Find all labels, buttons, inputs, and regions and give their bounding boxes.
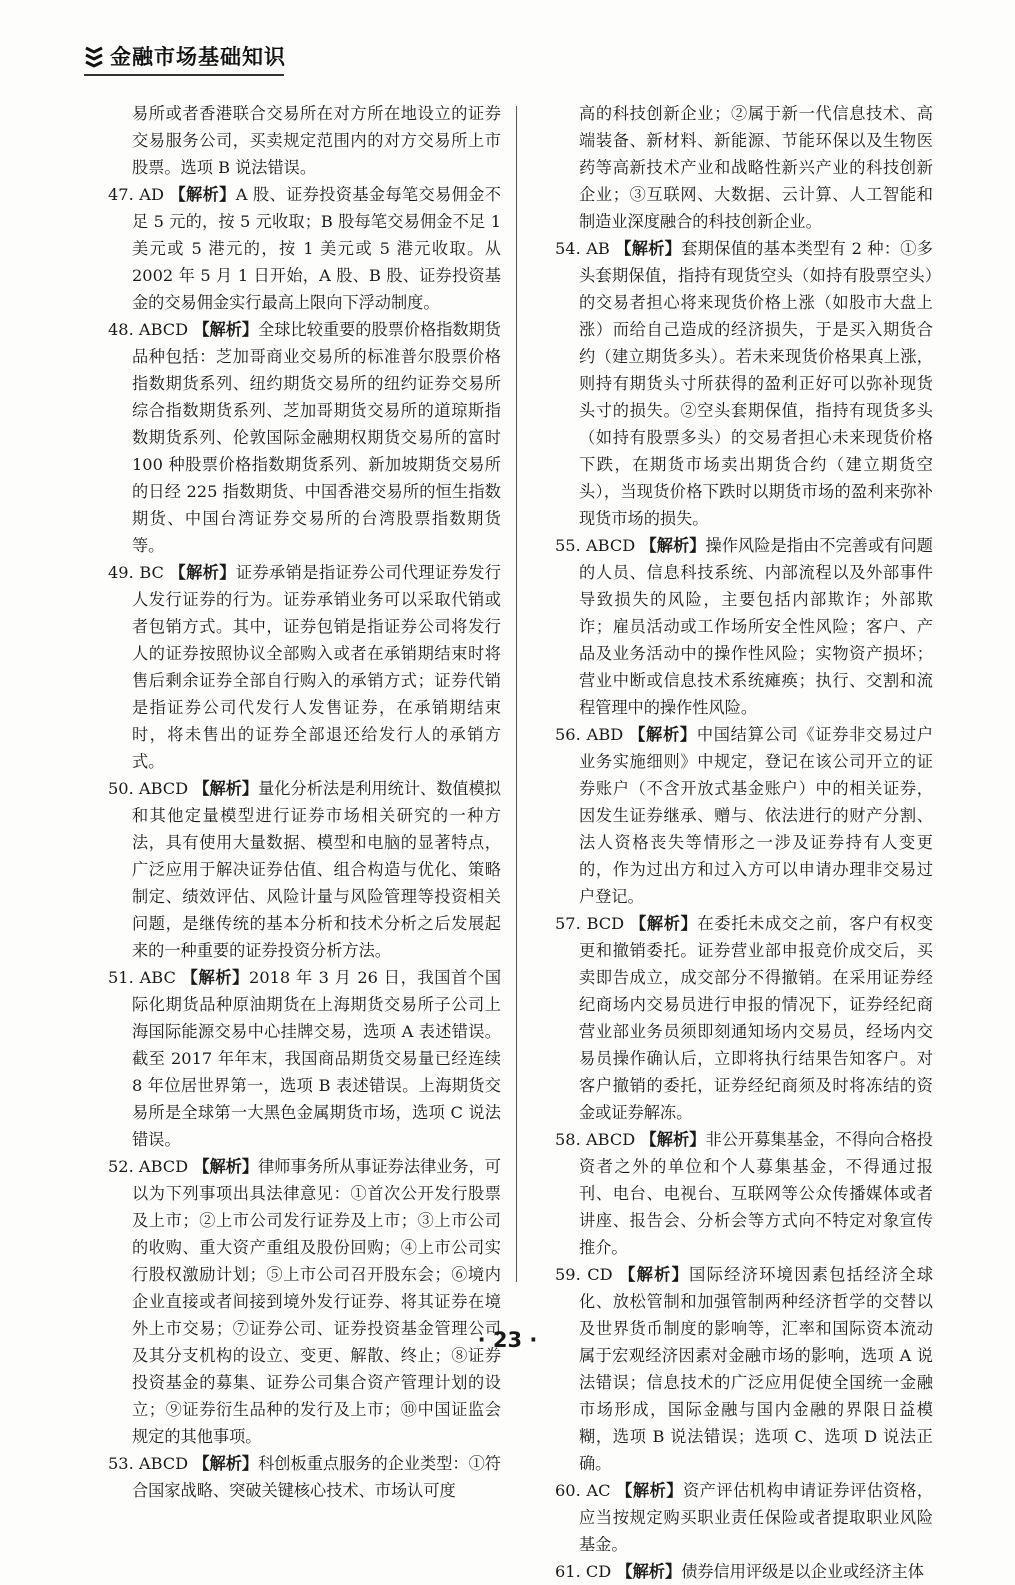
analysis-tag: 【解析】 bbox=[193, 1157, 259, 1176]
answer-item bbox=[108, 964, 501, 1153]
answer-item bbox=[555, 235, 933, 532]
question-number: 49. bbox=[108, 563, 134, 582]
answer-item bbox=[108, 559, 501, 775]
analysis-tag: 【解析】 bbox=[615, 239, 682, 258]
answer-item bbox=[555, 1126, 933, 1261]
answer-item bbox=[555, 910, 933, 1126]
answer-text: 在委托未成交之前，客户有权变更和撤销委托。证券营业部申报竞价成交后，买卖即告成立，成交部分不得撤销。在采用证券经纪商场内交易员进行申报的情况下，证券经纪商营业部业务员须即刻通知场内交易员，经场内交易员操作确认后，立即将执行结果告知客户。对客户撤销的委托，证券经纪商须及时将冻结的资金或证券解冻。 bbox=[579, 914, 934, 1122]
answer-text: 科创板重点服务的企业类型：①符合国家战略、突破关键核心技术、市场认可度 bbox=[132, 1454, 501, 1500]
answer-item bbox=[108, 1153, 501, 1450]
answer-item bbox=[555, 532, 933, 721]
answer-text: 套期保值的基本类型有 2 种：①多头套期保值，指持有现货空头（如持有股票空头）的交易者担心将来现货价格上涨（如股市大盘上涨）而给自己造成的经济损失，于是买入期货合约（建立期货多头）。若未来现货价格果真上涨，则持有期货头寸所获得的盈利正好可以弥补现货头寸的损失。②空头套期保值，指持有现货多头（如持有股票多头）的交易者担心未来现货价格下跌，在期货市场卖出期货合约（建立期货空头），当现货价格下跌时以期货市场的盈利来弥补现货市场的损失。 bbox=[579, 239, 933, 528]
answer-text: 高的科技创新企业；②属于新一代信息技术、高端装备、新材料、新能源、节能环保以及生物医药等高新技术产业和战略性新兴产业的科技创新企业；③互联网、大数据、云计算、人工智能和制造业深度融合的科技创新企业。 bbox=[579, 104, 933, 231]
answer-item bbox=[108, 100, 501, 181]
answer-key: ABD bbox=[586, 725, 624, 744]
answer-text: 易所或者香港联合交易所在对方所在地设立的证券交易服务公司，买卖规定范围内的对方交易所上市股票。选项 B 说法错误。 bbox=[132, 104, 501, 177]
analysis-tag: 【解析】 bbox=[640, 1130, 706, 1149]
answer-item bbox=[555, 100, 933, 235]
question-number: 48. bbox=[108, 320, 134, 339]
analysis-tag: 【解析】 bbox=[629, 725, 697, 744]
answer-item bbox=[555, 1261, 933, 1477]
page-number: · 23 · bbox=[477, 1328, 538, 1352]
answer-text: 2018 年 3 月 26 日，我国首个国际化期货品种原油期货在上海期货交易所子公司上海国际能源交易中心挂牌交易，选项 A 表述错误。截至 2017 年年末，我国商品期货交易量已经连续 8 年位居世界第一，选项 B 表述错误。上海期货交易所是全球第一大黑色金属期货市场，选项 C 说法错误。 bbox=[132, 968, 502, 1149]
chevron-logo-icon bbox=[84, 44, 104, 68]
analysis-tag: 【解析】 bbox=[640, 536, 706, 555]
page-header bbox=[84, 40, 286, 72]
question-number: 58. bbox=[555, 1130, 581, 1149]
answer-text: A 股、证券投资基金每笔交易佣金不足 5 元的，按 5 元收取；B 股每笔交易佣金不足 1 美元或 5 港元的，按 1 美元或 5 港元收取。从 2002 年 5 月 1 日开始，A 股、B 股、证券投资基金的交易佣金实行最高上限向下浮动制度。 bbox=[132, 185, 501, 312]
answer-text: 国际经济环境因素包括经济全球化、放松管制和加强管制两种经济哲学的交替以及世界货币制度的影响等，汇率和国际资本流动属于宏观经济因素对金融市场的影响，选项 A 说法错误；信息技术的广泛应用促使全国统一金融市场形成，国际金融与国内金融的界限日益模糊，选项 B 说法错误；选项 C、选项 D 说法正确。 bbox=[579, 1265, 934, 1473]
answer-key: ABCD bbox=[585, 536, 636, 555]
answer-item bbox=[108, 775, 501, 964]
question-number: 59. bbox=[555, 1265, 581, 1284]
answer-key: AB bbox=[586, 239, 610, 258]
answer-item bbox=[108, 1450, 501, 1504]
answer-text: 资产评估机构申请证券评估资格，应当按规定购买职业责任保险或者提取职业风险基金。 bbox=[579, 1481, 934, 1554]
analysis-tag: 【解析】 bbox=[616, 1562, 682, 1581]
answer-item bbox=[108, 316, 501, 559]
analysis-tag: 【解析】 bbox=[193, 320, 259, 339]
answer-key: CD bbox=[587, 1265, 613, 1284]
question-number: 61. bbox=[555, 1562, 581, 1581]
question-number: 54. bbox=[555, 239, 581, 258]
question-number: 57. bbox=[555, 914, 581, 933]
answer-text: 操作风险是指由不完善或有问题的人员、信息科技系统、内部流程以及外部事件导致损失的风险，主要包括内部欺诈；外部欺诈；雇员活动或工作场所安全性风险；客户、产品及业务活动中的操作性风险；实物资产损坏；营业中断或信息技术系统瘫痪；执行、交割和流程管理中的操作性风险。 bbox=[579, 536, 933, 717]
question-number: 56. bbox=[555, 725, 581, 744]
answer-key: BCD bbox=[586, 914, 625, 933]
answer-text: 全球比较重要的股票价格指数期货品种包括：芝加哥商业交易所的标准普尔股票价格指数期货系列、纽约期货交易所的纽约证券交易所综合指数期货系列、芝加哥期货交易所的道琼斯指数期货系列、伦敦国际金融期权期货交易所的富时 100 种股票价格指数期货系列、新加坡期货交易所的日经 225 指数期货、中国香港交易所的恒生指数期货、中国台湾证券交易所的台湾股票指数期货等。 bbox=[132, 320, 501, 555]
answer-text: 律师事务所从事证券法律业务，可以为下列事项出具法律意见：①首次公开发行股票及上市；②上市公司发行证券及上市；③上市公司的收购、重大资产重组及股份回购；④上市公司实行股权激励计划；⑤上市公司召开股东会；⑥境内企业直接或者间接到境外发行证券、将其证券在境外上市交易；⑦证券公司、证券投资基金管理公司及其分支机构的设立、变更、解散、终止；⑧证券投资基金的募集、证券公司集合资产管理计划的设立；⑨证券衍生品种的发行及上市；⑩中国证监会规定的其他事项。 bbox=[132, 1157, 501, 1446]
answer-key: AD bbox=[139, 185, 164, 204]
answer-key: ABC bbox=[139, 968, 176, 987]
left-column bbox=[108, 100, 501, 1504]
header-title: 金融市场基础知识 bbox=[110, 45, 286, 69]
analysis-tag: 【解析】 bbox=[630, 914, 698, 933]
analysis-tag: 【解析】 bbox=[169, 185, 236, 204]
analysis-tag: 【解析】 bbox=[193, 1454, 259, 1473]
question-number: 55. bbox=[555, 536, 581, 555]
answer-text: 债券信用评级是以企业或经济主体 bbox=[681, 1562, 924, 1581]
answer-key: BC bbox=[139, 563, 164, 582]
answer-text: 证券承销是指证券公司代理证券发行人发行证券的行为。证券承销业务可以采取代销或者包销方式。其中，证券包销是指证券公司将发行人的证券按照协议全部购入或者在承销期结束时将售后剩余证券全部自行购入的承销方式；证券代销是指证券公司代发行人发售证券，在承销期结束时，将未售出的证券全部退还给发行人的承销方式。 bbox=[132, 563, 501, 771]
question-number: 50. bbox=[108, 779, 134, 798]
answer-item bbox=[555, 1558, 933, 1585]
question-number: 52. bbox=[108, 1157, 134, 1176]
column-divider bbox=[516, 106, 517, 1282]
answer-item bbox=[108, 181, 501, 316]
answer-key: ABCD bbox=[585, 1130, 636, 1149]
answer-key: ABCD bbox=[138, 1157, 189, 1176]
answer-key: ABCD bbox=[138, 779, 189, 798]
question-number: 51. bbox=[108, 968, 134, 987]
analysis-tag: 【解析】 bbox=[193, 779, 259, 798]
analysis-tag: 【解析】 bbox=[169, 563, 236, 582]
answer-key: ABCD bbox=[138, 1454, 189, 1473]
answer-key: AC bbox=[586, 1481, 611, 1500]
question-number: 47. bbox=[108, 185, 134, 204]
analysis-tag: 【解析】 bbox=[619, 1265, 690, 1284]
answer-item bbox=[555, 721, 933, 910]
analysis-tag: 【解析】 bbox=[616, 1481, 683, 1500]
right-column bbox=[555, 100, 933, 1585]
question-number: 53. bbox=[108, 1454, 134, 1473]
answer-key: ABCD bbox=[138, 320, 189, 339]
answer-text: 非公开募集基金，不得向合格投资者之外的单位和个人募集基金，不得通过报刊、电台、电视台、互联网等公众传播媒体或者讲座、报告会、分析会等方式向不特定对象宣传推介。 bbox=[579, 1130, 933, 1257]
header-rule bbox=[84, 74, 284, 76]
answer-key: CD bbox=[585, 1562, 612, 1581]
answer-text: 量化分析法是利用统计、数值模拟和其他定量模型进行证券市场相关研究的一种方法，具有使用大量数据、模型和电脑的显著特点，广泛应用于解决证券估值、组合构造与优化、策略制定、绩效评估、风险计量与风险管理等投资相关问题，是继传统的基本分析和技术分析之后发展起来的一种重要的证券投资分析方法。 bbox=[132, 779, 501, 960]
answer-text: 中国结算公司《证券非交易过户业务实施细则》中规定，登记在该公司开立的证券账户（不含开放式基金账户）中的相关证券，因发生证券继承、赠与、依法进行的财产分割、法人资格丧失等情形之一涉及证券持有人变更的，作为过出方和过入方可以申请办理非交易过户登记。 bbox=[579, 725, 934, 906]
question-number: 60. bbox=[555, 1481, 581, 1500]
analysis-tag: 【解析】 bbox=[181, 968, 250, 987]
answer-item bbox=[555, 1477, 933, 1558]
